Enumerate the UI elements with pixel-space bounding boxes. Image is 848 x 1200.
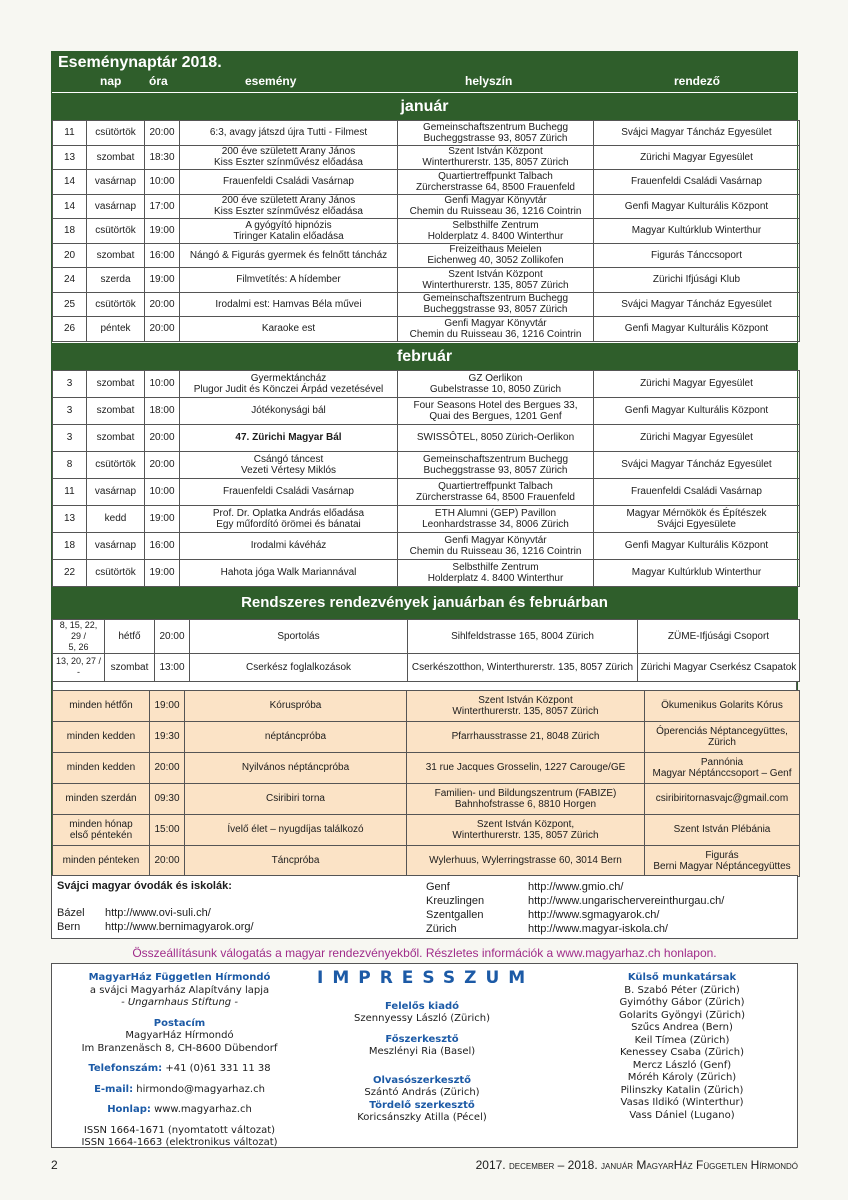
- event-place: Szent István Központ Winterthurerstr. 135, 8057 Zürich: [398, 268, 594, 293]
- event-weekday: vasárnap: [87, 170, 145, 195]
- event-place: ETH Alumni (GEP) Pavillon Leonhardstrasse 34, 8006 Zürich: [398, 505, 594, 532]
- event-weekday: szombat: [87, 243, 145, 268]
- event-title: A gyógyító hipnózis Tiringer Katalin előadása: [180, 219, 398, 244]
- event-row: [53, 194, 800, 219]
- event-title: Hahota jóga Walk Mariannával: [180, 559, 398, 586]
- event-place: Gemeinschaftszentrum Buchegg Bucheggstrasse 93, 8057 Zürich: [398, 121, 594, 146]
- school-link[interactable]: http://www.gmio.ch/: [528, 881, 624, 893]
- month-header-january: január: [52, 92, 797, 120]
- impressum-box: [51, 963, 798, 1148]
- regular-organizer: ZÜME-Ifjúsági Csoport: [638, 619, 800, 653]
- weekly-time: 19:30: [150, 721, 185, 752]
- event-title: Irodalmi est: Hamvas Béla művei: [180, 292, 398, 317]
- weekly-row: [53, 814, 800, 845]
- event-day: 3: [53, 397, 87, 424]
- regular-event: Cserkész foglalkozások: [190, 653, 408, 681]
- weekly-organizer: Óperenciás Néptancegyüttes, Zürich: [645, 721, 800, 752]
- event-place: Genfi Magyar Könyvtár Chemin du Ruisseau 36, 1216 Cointrin: [398, 317, 594, 342]
- weekly-event: Ívelő élet – nyugdíjas találkozó: [185, 814, 407, 845]
- contributor-name: Mercz László (Genf): [632, 1059, 732, 1071]
- event-organizer: Figurás Tánccsoport: [594, 243, 800, 268]
- event-organizer: Svájci Magyar Táncház Egyesület: [594, 121, 800, 146]
- schools-title: Svájci magyar óvodák és iskolák:: [57, 880, 232, 892]
- col-header-day: nap: [100, 74, 122, 88]
- event-time: 10:00: [145, 370, 180, 397]
- school-city: Szentgallen: [426, 909, 484, 921]
- event-place: SWISSÔTEL, 8050 Zürich-Oerlikon: [398, 424, 594, 451]
- event-title: 200 éve született Arany János Kiss Eszter színművész előadása: [180, 194, 398, 219]
- event-organizer: Genfi Magyar Kulturális Központ: [594, 532, 800, 559]
- contributor-name: Pilinszky Katalin (Zürich): [620, 1084, 744, 1096]
- weekly-when: minden hónap első péntekén: [53, 814, 150, 845]
- weekly-place: Pfarrhausstrasse 21, 8048 Zürich: [407, 721, 645, 752]
- weekly-row: [53, 690, 800, 721]
- event-time: 19:00: [145, 505, 180, 532]
- event-title: Prof. Dr. Oplatka András előadása Egy műfordító örömei és bánatai: [180, 505, 398, 532]
- event-time: 16:00: [145, 243, 180, 268]
- publisher-line: a svájci Magyarház Alapítvány lapja: [89, 984, 270, 996]
- event-time: 20:00: [145, 121, 180, 146]
- event-place: Four Seasons Hotel des Bergues 33, Quai des Bergues, 1201 Genf: [398, 397, 594, 424]
- publisher-title: MagyarHáz Független Hírmondó: [88, 972, 271, 983]
- event-place: Selbsthilfe Zentrum Holderplatz 4. 8400 Winterthur: [398, 559, 594, 586]
- col-header-event: esemény: [245, 74, 297, 88]
- weekly-event: Táncpróba: [185, 845, 407, 876]
- publisher-line: - Ungarnhaus Stiftung -: [121, 997, 238, 1008]
- info-note: Összeállításunk válogatás a magyar rendezvényekből. Részletes információk a www.magyarhaz.ch honlapon.: [132, 946, 717, 960]
- event-day: 11: [53, 478, 87, 505]
- weekly-place: 31 rue Jacques Grosselin, 1227 Carouge/GE: [407, 752, 645, 783]
- event-time: 19:00: [145, 268, 180, 293]
- contributor-name: Keil Tímea (Zürich): [634, 1034, 730, 1046]
- phone-value: +41 (0)61 331 11 38: [165, 1063, 271, 1074]
- weekly-event: néptáncpróba: [185, 721, 407, 752]
- contributor-name: Golarits Gyöngyi (Zürich): [618, 1009, 746, 1021]
- event-place: Freizeithaus Meielen Eichenweg 40, 3052 Zollikofen: [398, 243, 594, 268]
- event-organizer: Genfi Magyar Kulturális Központ: [594, 194, 800, 219]
- event-organizer: Svájci Magyar Táncház Egyesület: [594, 451, 800, 478]
- impressum-title: IMPRESSZUM: [317, 968, 535, 988]
- event-time: 16:00: [145, 532, 180, 559]
- school-link[interactable]: http://www.ovi-suli.ch/: [105, 907, 211, 919]
- event-weekday: csütörtök: [87, 451, 145, 478]
- event-row: [53, 370, 800, 397]
- february-table: [52, 370, 800, 587]
- weekly-row: [53, 752, 800, 783]
- event-day: 14: [53, 170, 87, 195]
- contributors-label: Külső munkatársak: [627, 972, 737, 983]
- event-weekday: péntek: [87, 317, 145, 342]
- event-weekday: csütörtök: [87, 219, 145, 244]
- event-place: Szent István Központ Winterthurerstr. 135, 8057 Zürich: [398, 145, 594, 170]
- event-organizer: Zürichi Magyar Egyesület: [594, 370, 800, 397]
- weekly-organizer: Figurás Berni Magyar Néptáncegyüttes: [645, 845, 800, 876]
- weekly-organizer: Ökumenikus Golarits Kórus: [645, 690, 800, 721]
- email-link[interactable]: hirmondo@magyarhaz.ch: [136, 1083, 265, 1095]
- event-row: [53, 559, 800, 586]
- editor-name: Koricsánszky Atilla (Pécel): [357, 1112, 487, 1123]
- contributor-name: Vasas Ildikó (Winterthur): [620, 1097, 744, 1108]
- event-weekday: szombat: [87, 370, 145, 397]
- event-row: [53, 170, 800, 195]
- regular-weekday: hétfő: [105, 619, 155, 653]
- event-day: 25: [53, 292, 87, 317]
- editor-role: Olvasószerkesztő: [372, 1074, 472, 1086]
- event-time: 10:00: [145, 170, 180, 195]
- col-header-organizer: rendező: [674, 74, 721, 88]
- event-day: 26: [53, 317, 87, 342]
- event-row: [53, 268, 800, 293]
- event-place: Quartiertreffpunkt Talbach Zürcherstrasse 64, 8500 Frauenfeld: [398, 478, 594, 505]
- school-link[interactable]: http://www.magyar-iskola.ch/: [528, 923, 668, 935]
- event-day: 3: [53, 370, 87, 397]
- event-title: Gyermektáncház Plugor Judit és Könczei Árpád vezetésével: [180, 370, 398, 397]
- weekly-time: 15:00: [150, 814, 185, 845]
- event-organizer: Zürichi Magyar Egyesület: [594, 145, 800, 170]
- event-row: [53, 532, 800, 559]
- regular-organizer: Zürichi Magyar Cserkész Csapatok: [638, 653, 800, 681]
- school-link[interactable]: http://www.sgmagyarok.ch/: [528, 909, 660, 921]
- event-time: 20:00: [145, 451, 180, 478]
- editor-name: Szennyessy László (Zürich): [354, 1013, 490, 1024]
- weekly-row: [53, 721, 800, 752]
- event-weekday: vasárnap: [87, 532, 145, 559]
- weekly-event: Kóruspróba: [185, 690, 407, 721]
- event-weekday: csütörtök: [87, 559, 145, 586]
- regular-days: 13, 20, 27 / -: [53, 653, 105, 681]
- event-organizer: Genfi Magyar Kulturális Központ: [594, 397, 800, 424]
- event-row: [53, 243, 800, 268]
- weekly-row: [53, 783, 800, 814]
- event-place: Selbsthilfe Zentrum Holderplatz 4. 8400 Winterthur: [398, 219, 594, 244]
- event-time: 19:00: [145, 219, 180, 244]
- regular-dated-table: [52, 619, 800, 682]
- schools-box: [51, 875, 798, 939]
- weekly-time: 19:00: [150, 690, 185, 721]
- school-row: [57, 921, 254, 933]
- school-row: [57, 907, 211, 919]
- weekly-when: minden hétfőn: [53, 690, 150, 721]
- event-place: Gemeinschaftszentrum Buchegg Bucheggstrasse 93, 8057 Zürich: [398, 292, 594, 317]
- weekly-when: minden szerdán: [53, 783, 150, 814]
- impressum-contributors: [572, 972, 792, 1122]
- weekly-event: Nyilvános néptáncpróba: [185, 752, 407, 783]
- weekly-time: 09:30: [150, 783, 185, 814]
- weekly-place: Szent István Központ, Winterthurerstr. 135, 8057 Zürich: [407, 814, 645, 845]
- editor-role: Felelős kiadó: [384, 1000, 459, 1012]
- school-city: Genf: [426, 881, 450, 893]
- event-row: [53, 317, 800, 342]
- regular-weekday: szombat: [105, 653, 155, 681]
- event-weekday: szombat: [87, 397, 145, 424]
- event-title: Irodalmi kávéház: [180, 532, 398, 559]
- event-day: 20: [53, 243, 87, 268]
- event-place: Genfi Magyar Könyvtár Chemin du Ruisseau 36, 1216 Cointrin: [398, 532, 594, 559]
- school-city: Bázel: [57, 907, 85, 919]
- weekly-organizer: Szent István Plébánia: [645, 814, 800, 845]
- event-row: [53, 424, 800, 451]
- event-time: 10:00: [145, 478, 180, 505]
- event-title: Nángó & Figurás gyermek és felnőtt táncház: [180, 243, 398, 268]
- event-organizer: Magyar Mérnökök és Építészek Svájci Egyesülete: [594, 505, 800, 532]
- event-row: [53, 505, 800, 532]
- page-number: 2: [51, 1158, 58, 1172]
- calendar-title: Eseménynaptár 2018.: [58, 54, 222, 71]
- footer-text: 2017. december – 2018. január MagyarHáz Független Hírmondó: [475, 1158, 798, 1172]
- event-row: [53, 397, 800, 424]
- event-weekday: kedd: [87, 505, 145, 532]
- weekly-organizer: Pannónia Magyar Néptánccsoport – Genf: [645, 752, 800, 783]
- event-title: 6:3, avagy játszd újra Tutti - Filmest: [180, 121, 398, 146]
- school-row: [426, 895, 724, 907]
- event-organizer: Magyar Kultúrklub Winterthur: [594, 559, 800, 586]
- event-title: Filmvetítés: A hídember: [180, 268, 398, 293]
- regular-place: Cserkészotthon, Winterthurerstr. 135, 8057 Zürich: [408, 653, 638, 681]
- event-day: 18: [53, 532, 87, 559]
- event-row: [53, 121, 800, 146]
- weekly-when: minden kedden: [53, 752, 150, 783]
- school-link[interactable]: http://www.bernimagyarok.org/: [105, 921, 254, 933]
- event-title: Karaoke est: [180, 317, 398, 342]
- event-row: [53, 478, 800, 505]
- col-header-time: óra: [149, 74, 168, 88]
- contributor-name: Vass Dániel (Lugano): [629, 1109, 735, 1121]
- event-organizer: Magyar Kultúrklub Winterthur: [594, 219, 800, 244]
- event-organizer: Svájci Magyar Táncház Egyesület: [594, 292, 800, 317]
- weekly-place: Familien- und Bildungszentrum (FABIZE) Bahnhofstrasse 6, 8810 Horgen: [407, 783, 645, 814]
- event-time: 18:30: [145, 145, 180, 170]
- event-time: 20:00: [145, 292, 180, 317]
- school-row: [426, 923, 668, 935]
- event-weekday: csütörtök: [87, 121, 145, 146]
- event-organizer: Zürichi Ifjúsági Klub: [594, 268, 800, 293]
- regular-place: Sihlfeldstrasse 165, 8004 Zürich: [408, 619, 638, 653]
- event-organizer: Genfi Magyar Kulturális Központ: [594, 317, 800, 342]
- editor-name: Szántó András (Zürich): [364, 1087, 480, 1098]
- contributor-name: Kenessey Csaba (Zürich): [619, 1047, 745, 1058]
- event-title: Jótékonysági bál: [180, 397, 398, 424]
- event-weekday: szerda: [87, 268, 145, 293]
- contributor-name: Móréh Károly (Zürich): [627, 1072, 737, 1083]
- event-day: 18: [53, 219, 87, 244]
- phone-label: Telefonszám:: [88, 1063, 163, 1074]
- postal-label: Postacím: [153, 1017, 206, 1029]
- school-city: Kreuzlingen: [426, 895, 485, 907]
- school-city: Bern: [57, 921, 81, 933]
- event-day: 8: [53, 451, 87, 478]
- regular-event: Sportolás: [190, 619, 408, 653]
- school-row: [426, 881, 623, 893]
- event-weekday: vasárnap: [87, 478, 145, 505]
- postal-name: MagyarHáz Hírmondó: [125, 1030, 234, 1041]
- regular-row: [53, 653, 800, 681]
- school-row: [426, 909, 659, 921]
- event-weekday: vasárnap: [87, 194, 145, 219]
- event-day: 13: [53, 145, 87, 170]
- event-title: Csángó táncest Vezeti Vértesy Miklós: [180, 451, 398, 478]
- regular-time: 20:00: [155, 619, 190, 653]
- event-weekday: csütörtök: [87, 292, 145, 317]
- month-header-february: február: [52, 342, 797, 370]
- event-day: 11: [53, 121, 87, 146]
- web-label: Honlap:: [107, 1104, 151, 1115]
- calendar-header: [52, 52, 797, 92]
- postal-address: Im Branzenäsch 8, CH-8600 Dübendorf: [81, 1042, 278, 1054]
- weekly-when: minden pénteken: [53, 845, 150, 876]
- editor-name: Meszlényi Ria (Basel): [368, 1046, 476, 1057]
- regular-row: [53, 619, 800, 653]
- event-calendar: [51, 51, 798, 878]
- weekly-row: [53, 845, 800, 876]
- regular-events-title: Rendszeres rendezvények januárban és februárban: [52, 587, 797, 619]
- weekly-place: Szent István Központ Winterthurerstr. 135, 8057 Zürich: [407, 690, 645, 721]
- weekly-event: Csiribiri torna: [185, 783, 407, 814]
- event-day: 3: [53, 424, 87, 451]
- school-link[interactable]: http://www.ungarischervereinthurgau.ch/: [528, 895, 725, 907]
- event-place: Gemeinschaftszentrum Buchegg Bucheggstrasse 93, 8057 Zürich: [398, 451, 594, 478]
- regular-time: 13:00: [155, 653, 190, 681]
- event-time: 19:00: [145, 559, 180, 586]
- weekly-place: Wylerhuus, Wylerringstrasse 60, 3014 Bern: [407, 845, 645, 876]
- weekly-when: minden kedden: [53, 721, 150, 752]
- event-row: [53, 292, 800, 317]
- event-organizer: Frauenfeldi Családi Vasárnap: [594, 170, 800, 195]
- col-header-place: helyszín: [465, 74, 513, 88]
- impressum-publisher: [57, 972, 302, 1150]
- weekly-organizer: csiribiritornasvajc@gmail.com: [645, 783, 800, 814]
- weekly-time: 20:00: [150, 752, 185, 783]
- web-link[interactable]: www.magyarhaz.ch: [154, 1104, 252, 1115]
- event-day: 13: [53, 505, 87, 532]
- regular-days: 8, 15, 22, 29 / 5, 26: [53, 619, 105, 653]
- event-time: 18:00: [145, 397, 180, 424]
- event-weekday: szombat: [87, 145, 145, 170]
- event-day: 14: [53, 194, 87, 219]
- event-time: 17:00: [145, 194, 180, 219]
- contributor-name: B. Szabó Péter (Zürich): [624, 984, 740, 996]
- event-row: [53, 145, 800, 170]
- issn-online: ISSN 1664-1663 (elektronikus változat): [81, 1137, 278, 1148]
- event-day: 24: [53, 268, 87, 293]
- event-title: Frauenfeldi Családi Vasárnap: [180, 170, 398, 195]
- event-title: 47. Zürichi Magyar Bál: [180, 424, 398, 451]
- editor-role: Főszerkesztő: [385, 1033, 459, 1045]
- event-time: 20:00: [145, 424, 180, 451]
- event-organizer: Zürichi Magyar Egyesület: [594, 424, 800, 451]
- contributor-name: Szűcs Andrea (Bern): [631, 1022, 733, 1033]
- event-organizer: Frauenfeldi Családi Vasárnap: [594, 478, 800, 505]
- impressum-editors: [317, 968, 535, 1125]
- regular-weekly-table: [52, 690, 800, 877]
- school-city: Zürich: [426, 923, 457, 935]
- january-table: [52, 120, 800, 342]
- event-place: Quartiertreffpunkt Talbach Zürcherstrasse 64, 8500 Frauenfeld: [398, 170, 594, 195]
- event-title: Frauenfeldi Családi Vasárnap: [180, 478, 398, 505]
- event-place: GZ Oerlikon Gubelstrasse 10, 8050 Zürich: [398, 370, 594, 397]
- weekly-time: 20:00: [150, 845, 185, 876]
- event-title: 200 éve született Arany János Kiss Eszter színművész előadása: [180, 145, 398, 170]
- event-weekday: szombat: [87, 424, 145, 451]
- event-row: [53, 219, 800, 244]
- email-label: E-mail:: [94, 1083, 134, 1095]
- contributor-name: Gyimóthy Gábor (Zürich): [619, 997, 745, 1008]
- event-time: 20:00: [145, 317, 180, 342]
- editor-role: Tördelő szerkesztő: [369, 1099, 475, 1111]
- event-day: 22: [53, 559, 87, 586]
- issn-print: ISSN 1664-1671 (nyomtatott változat): [83, 1124, 276, 1136]
- event-place: Genfi Magyar Könyvtár Chemin du Ruisseau 36, 1216 Cointrin: [398, 194, 594, 219]
- event-row: [53, 451, 800, 478]
